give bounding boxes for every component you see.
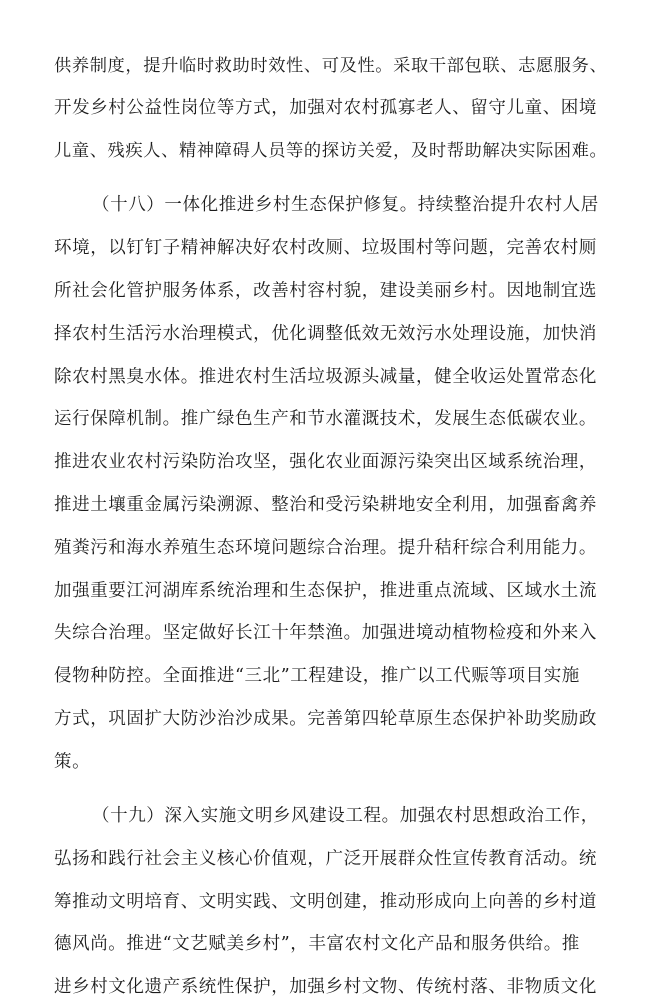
text-line: 弘扬和践行社会主义核心价值观，广泛开展群众性宣传教育活动。统	[54, 849, 597, 869]
text-line: 环境，以钉钉子精神解决好农村改厕、垃圾围村等问题，完善农村厕	[54, 238, 597, 258]
text-line: 所社会化管护服务体系，改善村容村貌，建设美丽乡村。因地制宜选	[54, 281, 597, 301]
paragraph-heading-19: （十九）深入实施文明乡风建设工程。加强农村思想政治工作，	[92, 806, 599, 826]
text-line: 开发乡村公益性岗位等方式，加强对农村孤寡老人、留守儿童、困境	[54, 98, 597, 118]
text-line: 德风尚。推进“文艺赋美乡村”，丰富农村文化产品和服务供给。推	[54, 934, 580, 954]
text-line: 进乡村文化遗产系统性保护，加强乡村文物、传统村落、非物质文化	[54, 977, 597, 997]
text-line: 策。	[54, 752, 91, 772]
text-line: 供养制度，提升临时救助时效性、可及性。采取干部包联、志愿服务、	[54, 56, 608, 76]
text-line: 推进农业农村污染防治攻坚，强化农业面源污染突出区域系统治理，	[54, 452, 597, 472]
text-line: 殖粪污和海水养殖生态环境问题综合治理。提升秸秆综合利用能力。	[54, 538, 597, 558]
text-line: 儿童、残疾人、精神障碍人员等的探访关爱，及时帮助解决实际困难。	[54, 141, 608, 161]
text-line: 方式，巩固扩大防沙治沙成果。完善第四轮草原生态保护补助奖励政	[54, 709, 597, 729]
paragraph-heading-18: （十八）一体化推进乡村生态保护修复。持续整治提升农村人居	[92, 195, 599, 215]
text-line: 侵物种防控。全面推进“三北”工程建设，推广以工代赈等项目实施	[54, 666, 580, 686]
text-line: 失综合治理。坚定做好长江十年禁渔。加强进境动植物检疫和外来入	[54, 623, 597, 643]
text-line: 运行保障机制。推广绿色生产和节水灌溉技术，发展生态低碳农业。	[54, 409, 597, 429]
text-line: 推进土壤重金属污染溯源、整治和受污染耕地安全利用，加强畜禽养	[54, 495, 597, 515]
text-line: 择农村生活污水治理模式，优化调整低效无效污水处理设施，加快消	[54, 324, 597, 344]
text-line: 加强重要江河湖库系统治理和生态保护，推进重点流域、区域水土流	[54, 581, 597, 601]
text-line: 除农村黑臭水体。推进农村生活垃圾源头减量，健全收运处置常态化	[54, 367, 597, 387]
text-line: 筹推动文明培育、文明实践、文明创建，推动形成向上向善的乡村道	[54, 892, 597, 912]
